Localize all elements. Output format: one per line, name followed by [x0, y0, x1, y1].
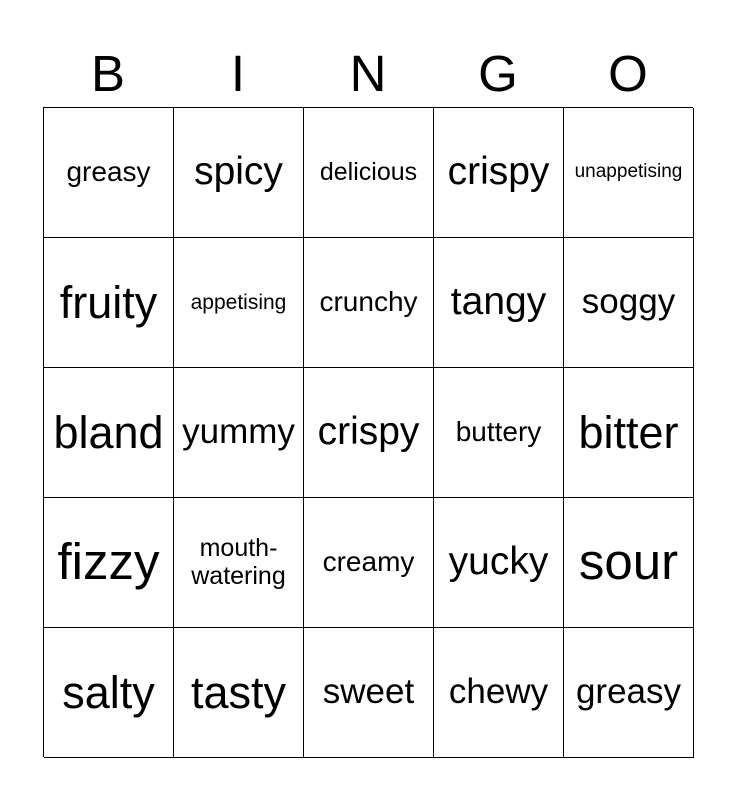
bingo-cell[interactable]: salty: [44, 628, 174, 758]
bingo-cell[interactable]: sour: [564, 498, 694, 628]
bingo-cell[interactable]: greasy: [564, 628, 694, 758]
bingo-cell[interactable]: mouth- watering: [174, 498, 304, 628]
bingo-cell[interactable]: soggy: [564, 238, 694, 368]
header-letter-g: G: [478, 45, 518, 102]
bingo-cell[interactable]: unappetising: [564, 108, 694, 238]
bingo-cell[interactable]: crispy: [304, 368, 434, 498]
bingo-cell[interactable]: tasty: [174, 628, 304, 758]
bingo-cell[interactable]: sweet: [304, 628, 434, 758]
bingo-cell[interactable]: yucky: [434, 498, 564, 628]
bingo-cell[interactable]: appetising: [174, 238, 304, 368]
bingo-cell[interactable]: delicious: [304, 108, 434, 238]
header-letter-b: B: [90, 45, 126, 102]
bingo-cell[interactable]: greasy: [44, 108, 174, 238]
bingo-cell[interactable]: fruity: [44, 238, 174, 368]
bingo-cell[interactable]: bitter: [564, 368, 694, 498]
bingo-cell[interactable]: crispy: [434, 108, 564, 238]
bingo-cell[interactable]: chewy: [434, 628, 564, 758]
bingo-cell[interactable]: buttery: [434, 368, 564, 498]
bingo-cell[interactable]: fizzy: [44, 498, 174, 628]
bingo-cell[interactable]: tangy: [434, 238, 564, 368]
bingo-cell[interactable]: crunchy: [304, 238, 434, 368]
header-letter-o: O: [608, 45, 648, 102]
bingo-cell[interactable]: spicy: [174, 108, 304, 238]
bingo-header: [43, 44, 693, 108]
bingo-grid: [43, 107, 693, 757]
bingo-cell[interactable]: creamy: [304, 498, 434, 628]
bingo-cell[interactable]: bland: [44, 368, 174, 498]
bingo-cell[interactable]: yummy: [174, 368, 304, 498]
header-letter-n: N: [349, 45, 387, 102]
header-letter-i: I: [230, 45, 246, 102]
